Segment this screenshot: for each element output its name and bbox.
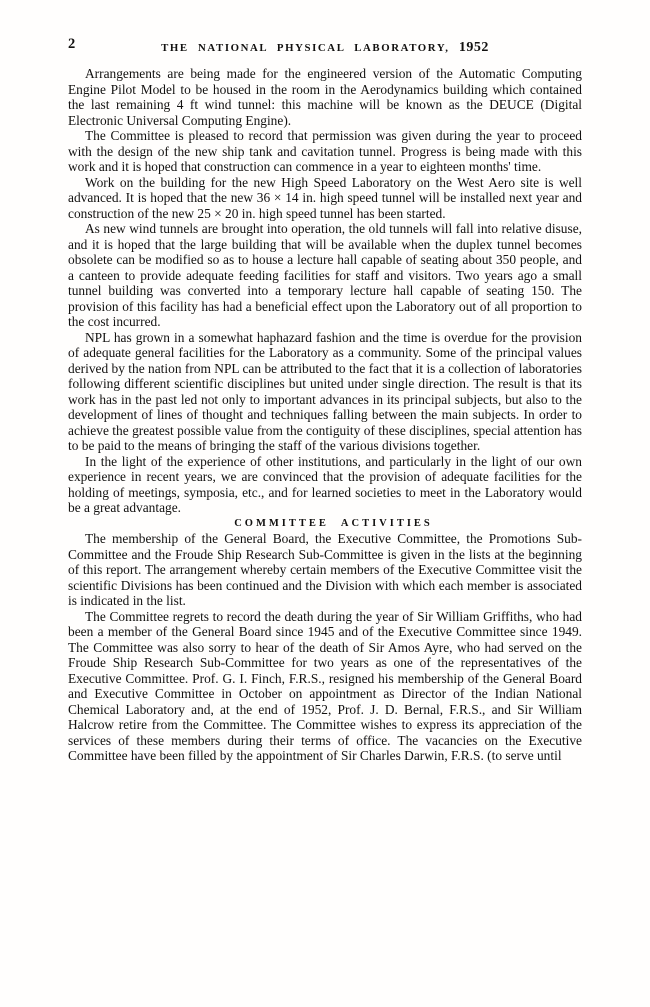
running-header-year: 1952 xyxy=(458,40,489,55)
text-block xyxy=(68,66,582,764)
paragraph-ship-tank: The Committee is pleased to record that permission was given during the year to proceed with the design of the new ship tank and cavitation tunnel. Progress is being made with this work and it is hoped that construction can commence in a year to eighteen months' time. xyxy=(68,128,582,174)
page-number: 2 xyxy=(68,36,76,52)
running-header xyxy=(68,0,582,53)
paragraph-meeting-facilities: In the light of the experience of other institutions, and particularly in the light of our own experience in recent years, we are convinced that the provision of adequate facilities for the holding of meetings, symposia, etc., and for learned societies to meet in the Laboratory would be a great advantage. xyxy=(68,453,582,515)
section-heading-committee-activities: COMMITTEE ACTIVITIES xyxy=(234,517,433,529)
paragraph-membership: The membership of the General Board, the Executive Committee, the Promotions Sub-Committee and the Froude Ship Research Sub-Committee is given in the lists at the beginning of this report. The arrangement whereby certain members of the Executive Committee visit the scientific Divisions has been continued and the Division with which each member is associated is indicated in the list. xyxy=(68,531,582,608)
paragraph-high-speed-laboratory: Work on the building for the new High Speed Laboratory on the West Aero site is well advanced. It is hoped that the new 36 × 14 in. high speed tunnel will be installed next year and construction of the new 25 × 20 in. high speed tunnel has been started. xyxy=(68,174,582,221)
paragraph-wind-tunnels: As new wind tunnels are brought into operation, the old tunnels will fall into relative disuse, and it is hoped that the large building that will be available when the duplex tunnel becomes obsolete can be modified so as to house a lecture hall capable of seating about 350 people, and a canteen to provide adequate feeding facilities for staff and visitors. Two years ago a small tunnel building was converted into a temporary lecture hall capable of seating 150. The provision of this facility has had a beneficial effect upon the Laboratory out of all proportion to the cost incurred. xyxy=(68,221,582,329)
running-header-title-text: THE NATIONAL PHYSICAL LABORATORY, xyxy=(161,42,450,54)
paragraph-committee-deaths: The Committee regrets to record the death during the year of Sir William Griffiths, who had been a member of the General Board since 1945 and of the Executive Committee since 1949. The Committee was also sorry to hear of the death of Sir Amos Ayre, who had served on the Froude Ship Research Sub-Committee for two years as one of the representatives of the Executive Committee. Prof. G. I. Finch, F.R.S., resigned his membership of the General Board and Executive Committee in October on appointment as Director of the Indian National Chemical Laboratory and, at the end of 1952, Prof. J. D. Bernal, F.R.S., and Sir William Halcrow retire from the Committee. The Committee wishes to express its appreciation of the services of these members during their terms of office. The vacancies on the Executive Committee have been filled by the appointment of Sir Charles Darwin, F.R.S. (to serve until xyxy=(68,608,582,763)
paragraph-arrangements: Arrangements are being made for the engineered version of the Automatic Computing Engine Pilot Model to be housed in the room in the Aerodynamics building which contained the last remaining 4 ft wind tunnel: this machine will be known as the DEUCE (Digital Electronic Universal Computing Engine). xyxy=(68,66,582,128)
running-header-title xyxy=(68,37,582,56)
paragraph-npl-growth: NPL has grown in a somewhat haphazard fashion and the time is overdue for the provision of adequate general facilities for the Laboratory as a community. Some of the principal values derived by the nation from NPL can be attributed to the fact that it is a collection of laboratories following different scientific disciplines but united under single direction. The result is that its work has in the past led not only to important advances in its principal subjects, but also to the development of lines of thought and techniques falling between the main subjects. In order to achieve the greatest possible value from the contiguity of these disciplines, special attention has to be paid to the means of bringing the staff of the various divisions together. xyxy=(68,329,582,453)
